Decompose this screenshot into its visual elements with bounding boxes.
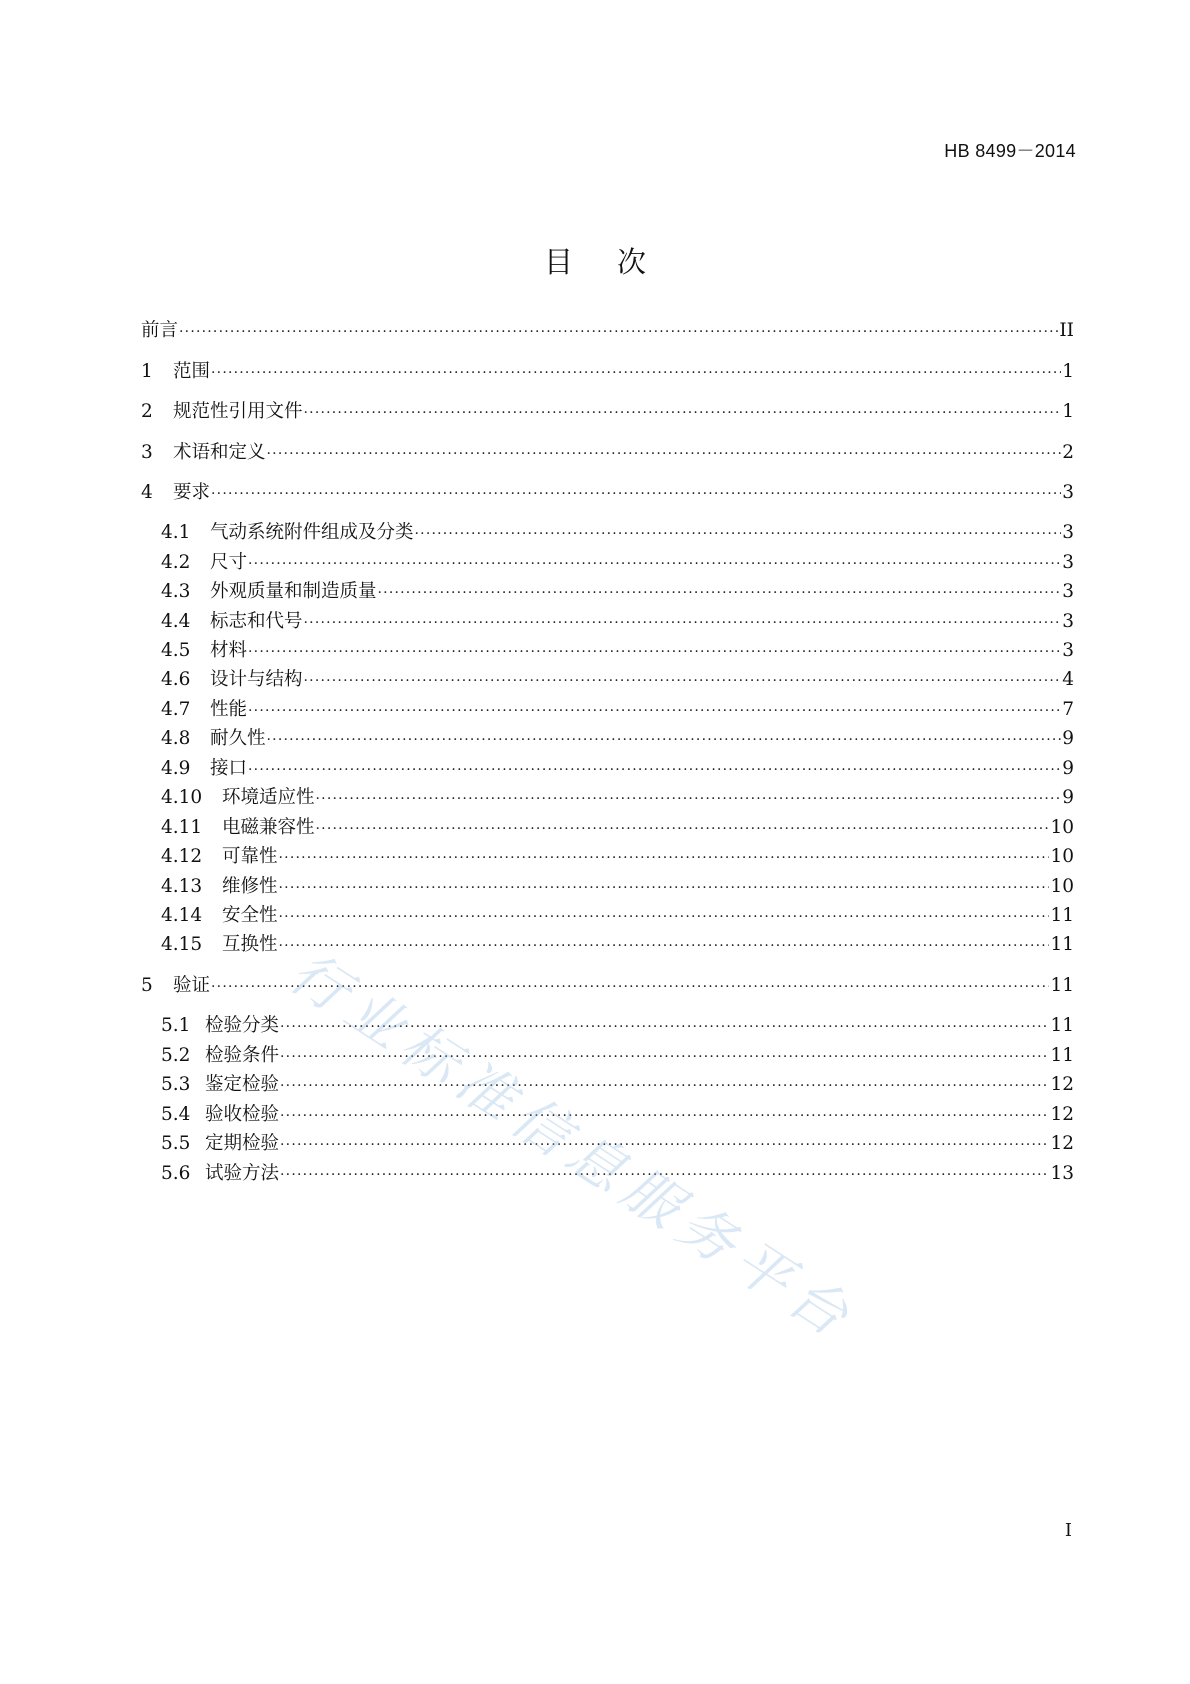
toc-entry-page: 9 xyxy=(1062,787,1074,808)
toc-entry-page: 2 xyxy=(1062,442,1074,463)
toc-entry-label: 术语和定义 xyxy=(173,442,266,463)
toc-entry-label: 范围 xyxy=(173,361,211,382)
toc-leader-dots xyxy=(279,875,1050,901)
toc-entry-number: 5.5 xyxy=(161,1133,191,1154)
toc-leader-dots xyxy=(179,319,1058,345)
toc-entry[interactable] xyxy=(161,1072,1074,1098)
toc-entry-label: 验收检验 xyxy=(205,1104,280,1125)
toc-entry-page: 11 xyxy=(1050,1045,1074,1066)
toc-entry-number: 5.1 xyxy=(161,1015,191,1036)
toc-leader-dots xyxy=(248,551,1061,577)
toc-entry-label: 尺寸 xyxy=(210,552,248,573)
toc-entry-label: 气动系统附件组成及分类 xyxy=(210,522,414,543)
toc-entry-label: 检验条件 xyxy=(205,1045,280,1066)
toc-leader-dots xyxy=(280,1073,1049,1099)
toc-entry-number: 5.3 xyxy=(161,1074,191,1095)
toc-entry-label: 试验方法 xyxy=(205,1163,280,1184)
toc-entry-page: 3 xyxy=(1062,640,1074,661)
toc-entry-page: 4 xyxy=(1062,669,1074,690)
toc-leader-dots xyxy=(279,933,1050,959)
toc-entry[interactable] xyxy=(161,815,1074,841)
toc-entry-page: 12 xyxy=(1050,1133,1074,1154)
toc-entry-number: 5 xyxy=(141,975,153,996)
toc-entry-number: 4.9 xyxy=(161,758,191,779)
toc-leader-dots xyxy=(316,786,1062,812)
toc-entry[interactable] xyxy=(161,667,1074,693)
toc-entry[interactable] xyxy=(161,1043,1074,1069)
toc-entry-page: 11 xyxy=(1050,975,1074,996)
toc-entry-number: 4.15 xyxy=(161,934,203,955)
toc-leader-dots xyxy=(279,904,1050,930)
toc-entry-page: 13 xyxy=(1050,1163,1074,1184)
toc-entry-page: 3 xyxy=(1062,552,1074,573)
toc-entry-page: 1 xyxy=(1062,361,1074,382)
toc-entry[interactable] xyxy=(141,318,1074,344)
toc-entry-label: 验证 xyxy=(173,975,211,996)
toc-entry[interactable] xyxy=(161,579,1074,605)
toc-entry-number: 4.14 xyxy=(161,905,203,926)
toc-entry-page: II xyxy=(1059,320,1074,341)
toc-leader-dots xyxy=(415,521,1062,547)
toc-title-text: 目次 xyxy=(543,245,690,279)
page-number: I xyxy=(1064,1520,1072,1541)
toc-entry-number: 4.3 xyxy=(161,581,191,602)
toc-entry[interactable] xyxy=(161,932,1074,958)
toc-entry-page: 9 xyxy=(1062,758,1074,779)
toc-entry-page: 3 xyxy=(1062,581,1074,602)
toc-leader-dots xyxy=(304,610,1062,636)
toc-leader-dots xyxy=(378,580,1062,606)
toc-entry-label: 耐久性 xyxy=(210,728,266,749)
toc-leader-dots xyxy=(267,727,1062,753)
toc-entry-number: 5.2 xyxy=(161,1045,191,1066)
toc-entry-label: 外观质量和制造质量 xyxy=(210,581,377,602)
document-code: HB 8499－2014 xyxy=(944,141,1076,161)
toc-entry-label: 检验分类 xyxy=(205,1015,280,1036)
toc-entry-page: 10 xyxy=(1050,876,1074,897)
toc-entry[interactable] xyxy=(161,638,1074,664)
toc-entry-page: 12 xyxy=(1050,1074,1074,1095)
toc-entry-label: 环境适应性 xyxy=(222,787,315,808)
toc-entry-label: 标志和代号 xyxy=(210,611,303,632)
toc-entry-page: 3 xyxy=(1062,482,1074,503)
toc-leader-dots xyxy=(248,698,1061,724)
toc-entry[interactable] xyxy=(161,550,1074,576)
toc-entry[interactable] xyxy=(161,1013,1074,1039)
toc-entry-number: 5.6 xyxy=(161,1163,191,1184)
toc-entry-label: 性能 xyxy=(210,699,248,720)
toc-entry-number: 4.4 xyxy=(161,611,191,632)
toc-entry-number: 4.5 xyxy=(161,640,191,661)
toc-leader-dots xyxy=(211,481,1061,507)
toc-entry-number: 4.11 xyxy=(161,817,203,838)
toc-entry-page: 3 xyxy=(1062,522,1074,543)
toc-entry-page: 11 xyxy=(1050,905,1074,926)
toc-entry[interactable] xyxy=(161,756,1074,782)
toc-entry-label: 规范性引用文件 xyxy=(173,401,303,422)
toc-entry-number: 4.12 xyxy=(161,846,203,867)
toc-leader-dots xyxy=(248,639,1061,665)
toc-entry[interactable] xyxy=(161,874,1074,900)
toc-entry-number: 1 xyxy=(141,361,153,382)
toc-entry-page: 3 xyxy=(1062,611,1074,632)
toc-entry-number: 4.8 xyxy=(161,728,191,749)
toc-entry-number: 4.7 xyxy=(161,699,191,720)
toc-leader-dots xyxy=(280,1103,1049,1129)
toc-entry-page: 11 xyxy=(1050,934,1074,955)
toc-entry-number: 4.1 xyxy=(161,522,191,543)
toc-leader-dots xyxy=(248,757,1061,783)
toc-entry-number: 4.2 xyxy=(161,552,191,573)
toc-entry-label: 材料 xyxy=(210,640,248,661)
toc-entry-page: 10 xyxy=(1050,817,1074,838)
toc-entry-label: 可靠性 xyxy=(222,846,278,867)
toc-leader-dots xyxy=(267,441,1062,467)
toc-entry-page: 9 xyxy=(1062,728,1074,749)
toc-entry[interactable] xyxy=(141,440,1074,466)
toc-entry-label: 接口 xyxy=(210,758,248,779)
toc-entry-label: 鉴定检验 xyxy=(205,1074,280,1095)
toc-entry[interactable] xyxy=(161,520,1074,546)
toc-entry[interactable] xyxy=(161,726,1074,752)
toc-entry-number: 3 xyxy=(141,442,153,463)
toc-entry-page: 10 xyxy=(1050,846,1074,867)
toc-entry-label: 维修性 xyxy=(222,876,278,897)
toc-entry-label: 前言 xyxy=(141,320,179,341)
toc-entry-number: 2 xyxy=(141,401,153,422)
toc-entry[interactable] xyxy=(161,844,1074,870)
toc-entry-number: 4.13 xyxy=(161,876,203,897)
toc-entry-page: 7 xyxy=(1062,699,1074,720)
toc-leader-dots xyxy=(211,360,1061,386)
toc-entry-label: 定期检验 xyxy=(205,1133,280,1154)
toc-entry-number: 5.4 xyxy=(161,1104,191,1125)
toc-entry-label: 电磁兼容性 xyxy=(222,817,315,838)
toc-entry[interactable] xyxy=(161,785,1074,811)
toc-entry-label: 设计与结构 xyxy=(210,669,303,690)
toc-leader-dots xyxy=(316,816,1050,842)
watermark: 行业标准信息服务平台 xyxy=(278,940,867,1355)
toc-entry[interactable] xyxy=(141,359,1074,385)
toc-entry[interactable] xyxy=(141,480,1074,506)
toc-entry-label: 要求 xyxy=(173,482,211,503)
toc-entry-page: 11 xyxy=(1050,1015,1074,1036)
toc-leader-dots xyxy=(304,400,1062,426)
toc-entry-number: 4.6 xyxy=(161,669,191,690)
toc-entry-number: 4.10 xyxy=(161,787,203,808)
toc-entry-page: 1 xyxy=(1062,401,1074,422)
toc-entry-number: 4 xyxy=(141,482,153,503)
toc-entry-label: 安全性 xyxy=(222,905,278,926)
toc-leader-dots xyxy=(304,668,1062,694)
toc-entry[interactable] xyxy=(161,697,1074,723)
toc-entry-page: 12 xyxy=(1050,1104,1074,1125)
toc-title xyxy=(0,240,1190,281)
toc-entry[interactable] xyxy=(161,609,1074,635)
toc-entry[interactable] xyxy=(161,903,1074,929)
toc-entry[interactable] xyxy=(141,399,1074,425)
toc-leader-dots xyxy=(279,845,1050,871)
toc-entry-label: 互换性 xyxy=(222,934,278,955)
